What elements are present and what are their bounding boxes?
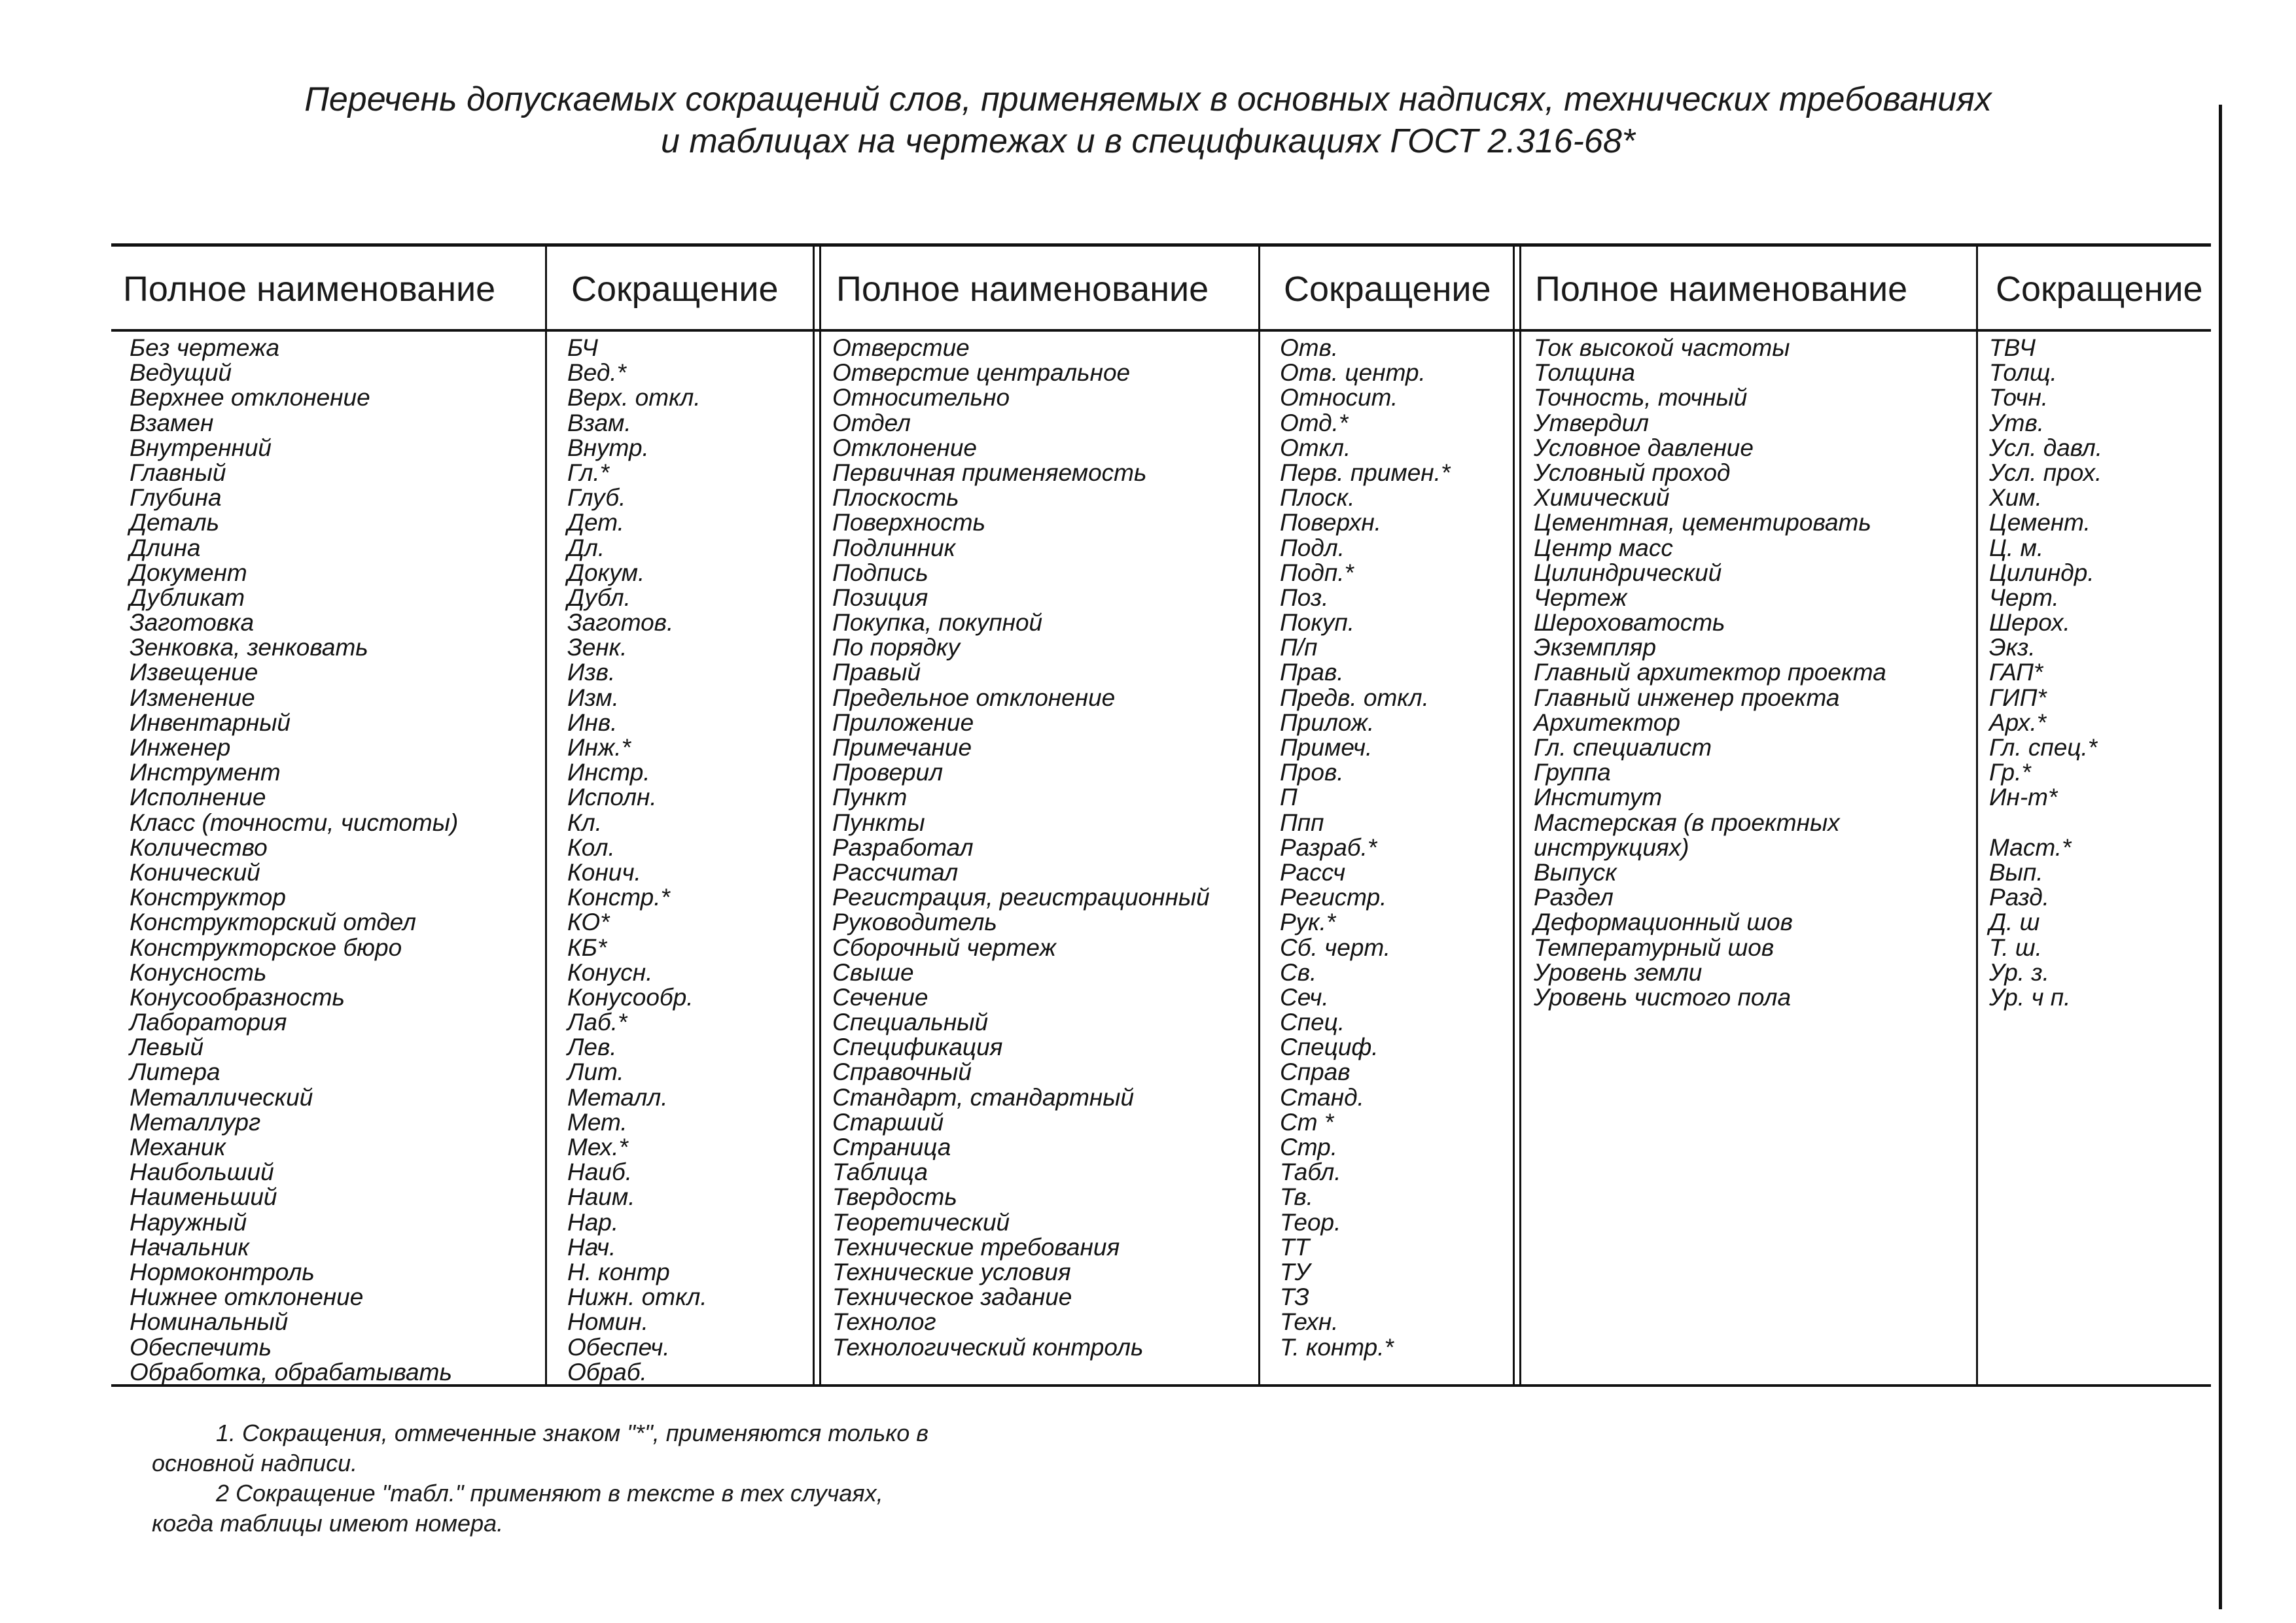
full-name-cell: Нормоконтроль — [130, 1258, 315, 1285]
full-name-cell: Инструмент — [130, 759, 281, 786]
full-name-cell: Рассчитал — [832, 858, 959, 886]
abbreviation-cell: Усл. прох. — [1989, 459, 2102, 486]
abbreviation-cell: Примеч. — [1280, 734, 1373, 761]
full-name-cell: Предельное отклонение — [832, 684, 1116, 711]
full-name-cell: Начальник — [130, 1233, 249, 1261]
full-name-cell: Руководитель — [832, 909, 997, 936]
header-full-name: Полное наименование — [123, 270, 496, 309]
abbreviation-cell: Рассч — [1280, 858, 1346, 886]
note-2-line-1: 2 Сокращение "табл." применяют в тексте в тех случаях, — [216, 1480, 883, 1507]
abbreviation-cell: Техн. — [1280, 1308, 1339, 1336]
full-name-cell: Деформационный шов — [1534, 909, 1793, 936]
full-name-cell: Подпись — [832, 559, 928, 586]
full-name-cell: Специальный — [832, 1009, 989, 1036]
full-name-list-2 — [832, 336, 1210, 1360]
full-name-cell: Конусообразность — [130, 983, 345, 1011]
full-name-cell: Литера — [130, 1058, 221, 1086]
full-name-cell: Сечение — [832, 983, 928, 1011]
abbreviation-cell: Гл. спец.* — [1989, 734, 2098, 761]
full-name-cell: Взамен — [130, 409, 214, 436]
full-name-cell: Условный проход — [1534, 459, 1731, 486]
abbreviation-cell: Утв. — [1989, 409, 2045, 436]
full-name-cell: Глубина — [130, 484, 222, 512]
full-name-cell: Химический — [1534, 484, 1670, 512]
abbreviation-cell: Взам. — [567, 409, 631, 436]
full-name-cell: Номинальный — [130, 1308, 289, 1336]
note-1-line-1: 1. Сокращения, отмеченные знаком "*", применяются только в — [216, 1420, 929, 1446]
column-group-divider — [1513, 247, 1515, 1384]
full-name-cell: Инвентарный — [130, 708, 291, 736]
abbreviation-cell: Номин. — [567, 1308, 648, 1336]
full-name-cell: Твердость — [832, 1183, 957, 1211]
full-name-cell: Точность, точный — [1534, 384, 1748, 411]
full-name-cell: Внутренний — [130, 434, 272, 461]
full-name-cell: Центр масс — [1534, 534, 1673, 561]
full-name-cell: Обработка, обрабатывать — [130, 1358, 452, 1386]
abbreviation-cell: Д. ш — [1989, 909, 2040, 936]
full-name-cell: По порядку — [832, 634, 960, 661]
abbreviation-cell: Разд. — [1989, 884, 2049, 911]
full-name-cell: Шероховатость — [1534, 609, 1725, 637]
abbreviation-cell: Лев. — [567, 1034, 617, 1061]
full-name-cell: Конструкторское бюро — [130, 934, 402, 961]
full-name-cell: Наибольший — [130, 1159, 274, 1186]
full-name-cell: Чертеж — [1534, 584, 1627, 611]
abbreviation-cell: Конусообр. — [567, 983, 694, 1011]
full-name-cell: Пункты — [832, 809, 925, 836]
abbreviation-cell: Вып. — [1989, 858, 2043, 886]
full-name-cell: Регистрация, регистрационный — [832, 884, 1210, 911]
abbreviation-cell: Черт. — [1989, 584, 2059, 611]
full-name-cell: Толщина — [1534, 359, 1636, 387]
full-name-cell: Деталь — [130, 509, 220, 536]
abbreviation-cell: Пров. — [1280, 759, 1344, 786]
full-name-cell: Цементная, цементировать — [1534, 509, 1871, 536]
abbreviation-cell: Ппп — [1280, 809, 1324, 836]
abbreviation-cell: Спец. — [1280, 1009, 1345, 1036]
column-divider — [545, 247, 547, 1384]
header-rule — [111, 329, 2211, 332]
abbreviation-cell: Нижн. откл. — [567, 1283, 707, 1311]
full-name-cell: Исполнение — [130, 784, 266, 811]
full-name-cell: Конструктор — [130, 884, 286, 911]
full-name-cell: Заготовка — [130, 609, 255, 637]
abbreviation-cell: Св. — [1280, 958, 1317, 986]
full-name-cell: Первичная применяемость — [832, 459, 1147, 486]
full-name-cell: Мастерская (в проектных — [1534, 809, 1840, 836]
full-name-cell: Длина — [130, 534, 201, 561]
abbreviation-cell: Вед.* — [567, 359, 626, 387]
full-name-cell: Стандарт, стандартный — [832, 1083, 1135, 1111]
note-2-line-2: когда таблицы имеют номера. — [152, 1510, 504, 1537]
full-name-cell: Покупка, покупной — [832, 609, 1043, 637]
full-name-cell: Пункт — [832, 784, 908, 811]
abbreviation-cell: Заготов. — [567, 609, 674, 637]
abbreviation-cell: Нар. — [567, 1208, 619, 1236]
full-name-cell: Условное давление — [1534, 434, 1754, 461]
full-name-cell: Количество — [130, 833, 268, 861]
full-name-cell: Главный архитектор проекта — [1534, 659, 1886, 686]
abbreviation-cell: Н. контр — [567, 1258, 670, 1285]
abbreviation-cell: Ц. м. — [1989, 534, 2044, 561]
full-name-cell: Отверстие центральное — [832, 359, 1131, 387]
full-name-cell: Извещение — [130, 659, 258, 686]
abbreviation-cell: Станд. — [1280, 1083, 1364, 1111]
abbreviation-cell: Т. ш. — [1989, 934, 2042, 961]
abbreviation-cell: Тв. — [1280, 1183, 1313, 1211]
abbreviation-cell: Отд.* — [1280, 409, 1349, 436]
full-name-cell: инструкциях) — [1534, 833, 1689, 861]
abbreviation-cell: Шерох. — [1989, 609, 2070, 637]
abbreviation-cell: Усл. давл. — [1989, 434, 2103, 461]
header-abbreviation: Сокращение — [571, 270, 779, 309]
abbreviation-cell: Отв. центр. — [1280, 359, 1426, 387]
full-name-cell: Механик — [130, 1134, 226, 1161]
full-name-cell: Отдел — [832, 409, 911, 436]
full-name-cell: Примечание — [832, 734, 972, 761]
title-line-2: и таблицах на чертежах и в спецификациях ГОСТ 2.316-68* — [660, 122, 1635, 160]
full-name-cell: Справочный — [832, 1058, 972, 1086]
footnotes — [152, 1418, 1133, 1539]
full-name-cell: Инженер — [130, 734, 231, 761]
abbreviation-cell: Конич. — [567, 858, 641, 886]
abbreviation-cell: Хим. — [1989, 484, 2042, 512]
full-name-cell: Старший — [832, 1108, 944, 1136]
abbreviation-cell: Ур. ч п. — [1989, 983, 2071, 1011]
abbreviation-cell: Рук.* — [1280, 909, 1336, 936]
abbreviation-cell: Табл. — [1280, 1159, 1341, 1186]
header-full-name: Полное наименование — [1535, 270, 1908, 309]
full-name-cell: Подлинник — [832, 534, 956, 561]
full-name-list-3 — [1534, 336, 1886, 1010]
full-name-cell: Приложение — [832, 708, 974, 736]
abbreviation-cell: Стр. — [1280, 1134, 1337, 1161]
abbreviation-cell: П — [1280, 784, 1298, 811]
abbreviation-cell: Маст.* — [1989, 833, 2072, 861]
full-name-cell: Позиция — [832, 584, 928, 611]
abbreviation-cell: Обраб. — [567, 1358, 647, 1386]
full-name-cell: Выпуск — [1534, 858, 1617, 886]
full-name-cell: Свыше — [832, 958, 914, 986]
full-name-cell: Технолог — [832, 1308, 936, 1336]
abbreviation-cell: Прилож. — [1280, 708, 1375, 736]
abbreviation-cell: Поз. — [1280, 584, 1329, 611]
abbreviation-cell: Цилиндр. — [1989, 559, 2094, 586]
abbreviation-cell: КО* — [567, 909, 610, 936]
abbreviation-cell: Отв. — [1280, 334, 1339, 361]
abbreviation-cell: Ин-т* — [1989, 784, 2058, 811]
full-name-cell: Поверхность — [832, 509, 986, 536]
abbreviation-cell: Точн. — [1989, 384, 2049, 411]
abbreviation-cell: Арх.* — [1989, 708, 2047, 736]
full-name-cell: Главный — [130, 459, 226, 486]
full-name-cell: Ток высокой частоты — [1534, 334, 1790, 361]
abbreviation-cell: Изм. — [567, 684, 619, 711]
abbreviation-cell: Цемент. — [1989, 509, 2091, 536]
abbreviation-cell: Т. контр.* — [1280, 1333, 1394, 1361]
abbreviation-list-2 — [1280, 336, 1450, 1360]
abbreviation-cell: Сб. черт. — [1280, 934, 1391, 961]
abbreviation-cell: Дет. — [567, 509, 624, 536]
header-abbreviation: Сокращение — [1284, 270, 1491, 309]
full-name-cell: Отклонение — [832, 434, 977, 461]
full-name-cell: Класс (точности, чистоты) — [130, 809, 459, 836]
column-group-divider — [813, 247, 815, 1384]
abbreviation-cell: Дл. — [567, 534, 605, 561]
abbreviation-cell: Разраб.* — [1280, 833, 1377, 861]
full-name-cell: Уровень чистого пола — [1534, 983, 1792, 1011]
full-name-cell: Дубликат — [130, 584, 245, 611]
abbreviation-cell: Ур. з. — [1989, 958, 2049, 986]
abbreviation-cell: ТВЧ — [1989, 334, 2036, 361]
full-name-cell: Главный инженер проекта — [1534, 684, 1840, 711]
abbreviation-cell: Ст * — [1280, 1108, 1334, 1136]
abbreviation-cell: Прав. — [1280, 659, 1344, 686]
full-name-cell: Технологический контроль — [832, 1333, 1144, 1361]
full-name-cell: Нижнее отклонение — [130, 1283, 364, 1311]
full-name-cell: Правый — [832, 659, 921, 686]
abbreviation-cell: Исполн. — [567, 784, 657, 811]
abbreviation-cell: Лаб.* — [567, 1009, 627, 1036]
abbreviation-cell: Инж.* — [567, 734, 631, 761]
full-name-cell: Документ — [130, 559, 247, 586]
abbreviation-cell: Зенк. — [567, 634, 627, 661]
abbreviation-cell: Гр.* — [1989, 759, 2031, 786]
full-name-cell: Конический — [130, 858, 260, 886]
full-name-cell: Раздел — [1534, 884, 1614, 911]
note-1-line-2: основной надписи. — [152, 1450, 358, 1476]
full-name-cell: Отверстие — [832, 334, 970, 361]
abbreviation-cell: Наиб. — [567, 1159, 632, 1186]
full-name-cell: Металлический — [130, 1083, 313, 1111]
page-edge-bar — [2219, 105, 2222, 1609]
abbreviation-cell: Металл. — [567, 1083, 668, 1111]
full-name-cell: Конусность — [130, 958, 267, 986]
abbreviation-cell: ТТ — [1280, 1233, 1310, 1261]
abbreviation-cell: Покуп. — [1280, 609, 1354, 637]
full-name-cell: Техническое задание — [832, 1283, 1072, 1311]
full-name-cell: Обеспечить — [130, 1333, 272, 1361]
full-name-cell: Сборочный чертеж — [832, 934, 1056, 961]
abbreviation-cell: Кл. — [567, 809, 602, 836]
abbreviation-cell: Глуб. — [567, 484, 626, 512]
full-name-cell: Ведущий — [130, 359, 232, 387]
header-abbreviation: Сокращение — [1996, 270, 2203, 309]
abbreviation-cell: Относит. — [1280, 384, 1398, 411]
abbreviation-cell: Лит. — [567, 1058, 624, 1086]
full-name-cell: Плоскость — [832, 484, 959, 512]
full-name-cell: Металлург — [130, 1108, 261, 1136]
full-name-cell: Температурный шов — [1534, 934, 1775, 961]
abbreviation-cell: Конусн. — [567, 958, 653, 986]
abbreviation-cell: Предв. откл. — [1280, 684, 1429, 711]
abbreviation-cell: Нач. — [567, 1233, 616, 1261]
abbreviation-cell: Обеспеч. — [567, 1333, 670, 1361]
full-name-cell: Теоретический — [832, 1208, 1010, 1236]
abbreviation-cell: Гл.* — [567, 459, 610, 486]
full-name-cell: Левый — [130, 1034, 204, 1061]
abbreviation-cell: Откл. — [1280, 434, 1351, 461]
full-name-cell: Уровень земли — [1534, 958, 1703, 986]
column-divider — [1258, 247, 1260, 1384]
full-name-cell: Относительно — [832, 384, 1010, 411]
abbreviation-cell: ГАП* — [1989, 659, 2043, 686]
full-name-cell: Утвердил — [1534, 409, 1650, 436]
full-name-cell: Группа — [1534, 759, 1611, 786]
full-name-cell: Зенковка, зенковать — [130, 634, 368, 661]
abbreviation-cell: Перв. примен.* — [1280, 459, 1451, 486]
full-name-cell: Верхнее отклонение — [130, 384, 370, 411]
abbreviation-cell: Изв. — [567, 659, 616, 686]
full-name-cell: Технические требования — [832, 1233, 1120, 1261]
abbreviation-cell: Подп.* — [1280, 559, 1354, 586]
abbreviation-cell: Дубл. — [567, 584, 631, 611]
full-name-cell: Экземпляр — [1534, 634, 1657, 661]
full-name-cell: Технические условия — [832, 1258, 1071, 1285]
abbreviation-list-3 — [1989, 336, 2102, 1010]
full-name-cell: Спецификация — [832, 1034, 1003, 1061]
full-name-list-1 — [130, 336, 458, 1385]
abbreviation-cell: ТУ — [1280, 1258, 1311, 1285]
abbreviation-cell: Толщ. — [1989, 359, 2057, 387]
abbreviation-cell: ТЗ — [1280, 1283, 1309, 1311]
full-name-cell: Страница — [832, 1134, 951, 1161]
abbreviation-cell: Инстр. — [567, 759, 650, 786]
abbreviations-table — [111, 243, 2211, 1387]
abbreviation-cell: Плоск. — [1280, 484, 1355, 512]
abbreviation-cell: Верх. откл. — [567, 384, 701, 411]
document-title — [0, 79, 2296, 162]
abbreviation-cell: КБ* — [567, 934, 607, 961]
full-name-cell: Разработал — [832, 833, 974, 861]
abbreviation-cell: Экз. — [1989, 634, 2036, 661]
abbreviation-cell: Наим. — [567, 1183, 635, 1211]
abbreviation-cell: Поверхн. — [1280, 509, 1381, 536]
abbreviation-cell: Докум. — [567, 559, 645, 586]
abbreviation-cell: Специф. — [1280, 1034, 1379, 1061]
full-name-cell: Гл. специалист — [1534, 734, 1712, 761]
full-name-cell: Архитектор — [1534, 708, 1680, 736]
full-name-cell: Наименьший — [130, 1183, 277, 1211]
abbreviation-cell: П/п — [1280, 634, 1318, 661]
full-name-cell: Наружный — [130, 1208, 247, 1236]
abbreviation-cell: Мет. — [567, 1108, 627, 1136]
full-name-cell: Институт — [1534, 784, 1663, 811]
abbreviation-cell: Подл. — [1280, 534, 1345, 561]
column-divider — [1976, 247, 1978, 1384]
abbreviation-cell: Констр.* — [567, 884, 670, 911]
header-full-name: Полное наименование — [836, 270, 1209, 309]
full-name-cell: Без чертежа — [130, 334, 280, 361]
abbreviation-cell — [1989, 811, 2102, 835]
full-name-cell: Цилиндрический — [1534, 559, 1722, 586]
abbreviation-list-1 — [567, 336, 707, 1385]
abbreviation-cell: Сеч. — [1280, 983, 1329, 1011]
abbreviation-cell: Справ — [1280, 1058, 1351, 1086]
abbreviation-cell: БЧ — [567, 334, 598, 361]
abbreviation-cell: Теор. — [1280, 1208, 1341, 1236]
abbreviation-cell: ГИП* — [1989, 684, 2047, 711]
full-name-cell: Проверил — [832, 759, 944, 786]
full-name-cell: Лаборатория — [130, 1009, 287, 1036]
full-name-cell: Таблица — [832, 1159, 928, 1186]
full-name-cell: Изменение — [130, 684, 255, 711]
full-name-cell: Конструкторский отдел — [130, 909, 417, 936]
abbreviation-cell: Кол. — [567, 833, 615, 861]
title-line-1: Перечень допускаемых сокращений слов, применяемых в основных надписях, технических требованиях — [304, 80, 1992, 118]
abbreviation-cell: Мех.* — [567, 1134, 628, 1161]
abbreviation-cell: Внутр. — [567, 434, 649, 461]
abbreviation-cell: Регистр. — [1280, 884, 1387, 911]
abbreviation-cell: Инв. — [567, 708, 618, 736]
